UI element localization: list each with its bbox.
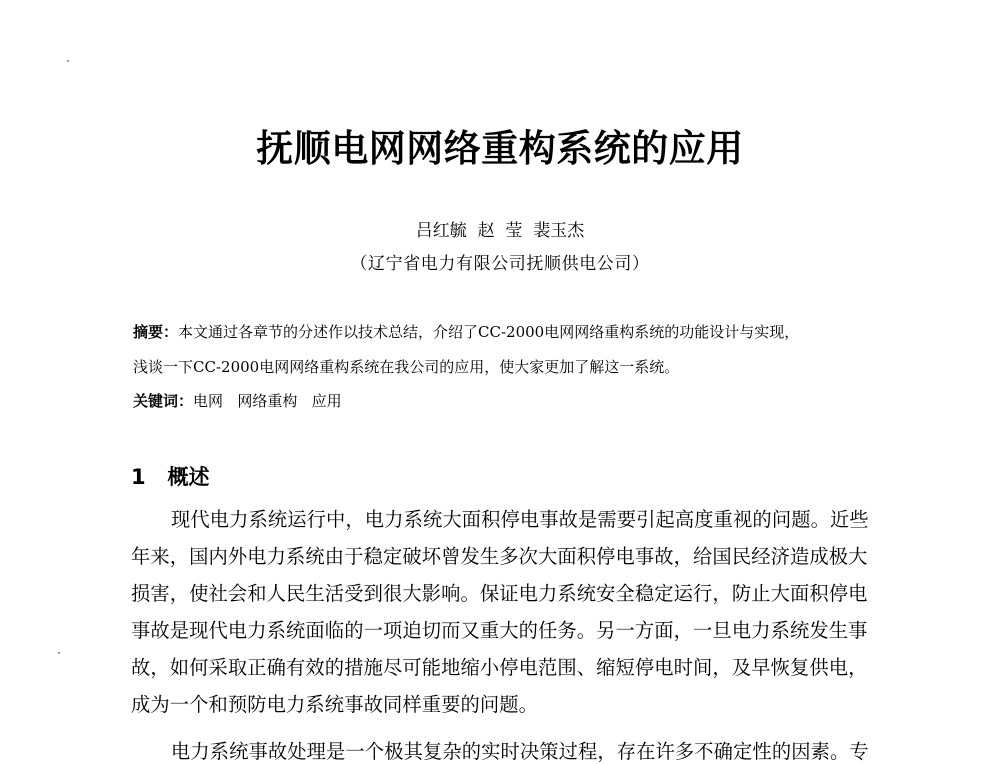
body-line: 年来，国内外电力系统由于稳定破坏曾发生多次大面积停电事故，给国民经济造成极大 [131,545,868,568]
keywords-text: 电网 网络重构 应用 [193,392,342,410]
body-line: 电力系统事故处理是一个极其复杂的实时决策过程，存在许多不确定性的因素。专 [171,740,869,763]
abstract-line-2: 浅谈一下CC-2000电网网络重构系统在我公司的应用，使大家更加了解这一系统。 [133,358,680,376]
body-line: 故，如何采取正确有效的措施尽可能地缩小停电范围、缩短停电时间，及早恢复供电， [131,656,868,679]
body-line: 损害，使社会和人民生活受到很大影响。保证电力系统安全稳定运行，防止大面积停电 [131,582,868,605]
scan-speck [67,60,69,62]
paper-title: 抚顺电网网络重构系统的应用 [256,127,744,170]
body-line: 成为一个和预防电力系统事故同样重要的问题。 [131,693,539,716]
body-line: 现代电力系统运行中，电力系统大面积停电事故是需要引起高度重视的问题。近些 [171,508,869,531]
body-line: 事故是现代电力系统面临的一项迫切而又重大的任务。另一方面，一旦电力系统发生事 [131,619,868,642]
author-affiliation: （辽宁省电力有限公司抚顺供电公司） [350,254,650,274]
section-heading: 1 概述 [131,465,210,489]
abstract-label: 摘要： [133,323,179,341]
abstract-text-1: 本文通过各章节的分述作以技术总结，介绍了CC-2000电网网络重构系统的功能设计与实现， [178,323,800,341]
abstract-line-1 [133,321,799,342]
keywords-line [133,390,342,411]
author-list: 吕红毓 赵 莹 裴玉杰 [415,221,585,241]
scan-speck [58,652,60,654]
keywords-label: 关键词： [133,392,194,410]
